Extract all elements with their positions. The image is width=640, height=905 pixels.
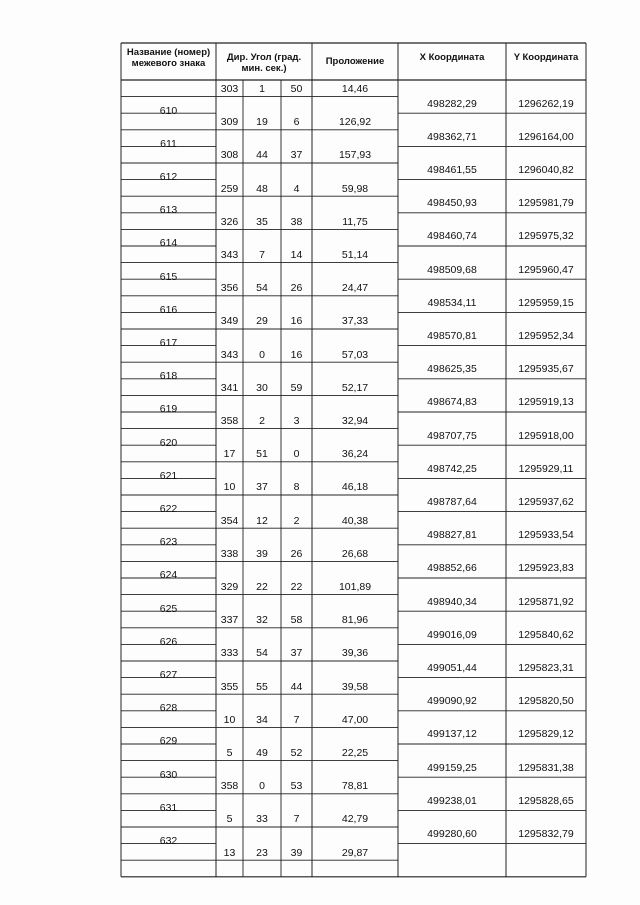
angle-seconds: 26 bbox=[290, 547, 303, 560]
distance-value: 78,81 bbox=[341, 780, 369, 793]
boundary-point-name: 629 bbox=[159, 735, 178, 748]
angle-seconds: 22 bbox=[290, 581, 303, 593]
angle-degrees: 343 bbox=[220, 249, 239, 261]
y-coordinate: 1295923,83 bbox=[518, 562, 574, 575]
x-coordinate: 499238,01 bbox=[427, 794, 477, 807]
x-coordinate: 499159,25 bbox=[427, 761, 477, 774]
angle-seconds: 58 bbox=[290, 614, 303, 627]
angle-degrees: 329 bbox=[220, 581, 239, 593]
angle-degrees: 358 bbox=[220, 415, 239, 427]
angle-degrees: 358 bbox=[220, 780, 239, 793]
angle-minutes: 0 bbox=[259, 780, 265, 793]
y-coordinate: 1295828,65 bbox=[518, 794, 574, 807]
boundary-point-name: 626 bbox=[159, 635, 178, 648]
boundary-point-name: 623 bbox=[159, 536, 178, 549]
angle-minutes: 48 bbox=[256, 182, 268, 195]
header-x: X Координата bbox=[419, 52, 485, 63]
y-coordinate: 1295831,38 bbox=[518, 761, 574, 774]
angle-degrees: 17 bbox=[223, 448, 236, 461]
boundary-point-name: 617 bbox=[159, 337, 178, 349]
angle-degrees: 354 bbox=[220, 514, 239, 527]
boundary-point-name: 618 bbox=[159, 370, 178, 383]
angle-degrees: 349 bbox=[220, 315, 239, 328]
boundary-point-name: 625 bbox=[159, 602, 178, 615]
angle-degrees: 5 bbox=[226, 813, 233, 826]
angle-minutes: 30 bbox=[256, 381, 268, 394]
boundary-point-name: 627 bbox=[159, 669, 178, 681]
distance-value: 39,58 bbox=[341, 680, 369, 693]
angle-seconds: 2 bbox=[293, 514, 300, 527]
x-coordinate: 499280,60 bbox=[427, 828, 477, 840]
angle-degrees: 259 bbox=[220, 182, 239, 195]
y-coordinate: 1295823,31 bbox=[518, 662, 574, 674]
angle-degrees: 303 bbox=[220, 83, 239, 95]
angle-seconds: 16 bbox=[290, 348, 303, 361]
x-coordinate: 498461,55 bbox=[427, 164, 477, 176]
header-angle: Дир. Угол (град. мин. сек.) bbox=[226, 52, 302, 74]
distance-value: 81,96 bbox=[341, 614, 369, 627]
distance-value: 37,33 bbox=[341, 315, 369, 328]
angle-seconds: 38 bbox=[290, 215, 303, 228]
angle-seconds: 53 bbox=[290, 780, 303, 793]
distance-value: 42,79 bbox=[341, 813, 369, 826]
angle-minutes: 54 bbox=[256, 647, 268, 660]
x-coordinate: 498787,64 bbox=[427, 496, 477, 508]
distance-value: 24,47 bbox=[341, 282, 369, 295]
x-coordinate: 498460,74 bbox=[427, 230, 477, 243]
distance-value: 51,14 bbox=[341, 249, 369, 261]
header-name: Название (номер) межевого знака bbox=[126, 47, 211, 69]
x-coordinate: 498852,66 bbox=[427, 562, 477, 575]
distance-value: 47,00 bbox=[341, 713, 369, 726]
y-coordinate: 1295937,62 bbox=[518, 496, 574, 508]
y-coordinate: 1295935,67 bbox=[518, 363, 574, 376]
x-coordinate: 498509,68 bbox=[427, 263, 477, 276]
angle-minutes: 39 bbox=[256, 547, 268, 560]
angle-minutes: 0 bbox=[259, 348, 265, 361]
y-coordinate: 1295929,11 bbox=[518, 462, 574, 475]
angle-minutes: 54 bbox=[256, 282, 268, 295]
angle-minutes: 34 bbox=[256, 713, 268, 726]
x-coordinate: 498940,34 bbox=[427, 595, 477, 608]
y-coordinate: 1295959,15 bbox=[518, 296, 574, 309]
x-coordinate: 498625,35 bbox=[427, 363, 477, 376]
angle-degrees: 333 bbox=[220, 647, 239, 660]
angle-seconds: 59 bbox=[290, 381, 303, 394]
distance-value: 46,18 bbox=[341, 481, 369, 494]
angle-seconds: 3 bbox=[293, 415, 300, 427]
distance-value: 59,98 bbox=[341, 182, 369, 195]
distance-value: 40,38 bbox=[341, 514, 369, 527]
angle-minutes: 35 bbox=[256, 215, 268, 228]
boundary-point-name: 620 bbox=[159, 436, 178, 449]
y-coordinate: 1295975,32 bbox=[518, 230, 574, 243]
angle-seconds: 52 bbox=[290, 747, 303, 759]
boundary-point-name: 614 bbox=[159, 237, 178, 250]
y-coordinate: 1296040,82 bbox=[518, 164, 574, 176]
angle-minutes: 19 bbox=[256, 116, 268, 129]
angle-seconds: 37 bbox=[290, 647, 303, 660]
angle-degrees: 308 bbox=[220, 149, 239, 162]
distance-value: 26,68 bbox=[341, 547, 369, 560]
angle-minutes: 51 bbox=[256, 448, 268, 461]
distance-value: 36,24 bbox=[341, 448, 369, 461]
angle-degrees: 309 bbox=[220, 116, 239, 129]
angle-minutes: 23 bbox=[256, 846, 268, 859]
y-coordinate: 1295952,34 bbox=[518, 330, 574, 342]
distance-value: 52,17 bbox=[341, 381, 369, 394]
y-coordinate: 1295840,62 bbox=[518, 628, 574, 641]
distance-value: 126,92 bbox=[338, 116, 372, 129]
angle-minutes: 33 bbox=[256, 813, 268, 826]
boundary-point-name: 621 bbox=[159, 469, 178, 482]
distance-value: 29,87 bbox=[341, 846, 369, 859]
angle-degrees: 355 bbox=[220, 680, 239, 693]
distance-value: 32,94 bbox=[341, 415, 369, 427]
angle-minutes: 55 bbox=[256, 680, 268, 693]
angle-seconds: 7 bbox=[293, 713, 300, 726]
angle-degrees: 326 bbox=[220, 215, 239, 228]
angle-degrees: 338 bbox=[220, 547, 239, 560]
x-coordinate: 499090,92 bbox=[427, 695, 477, 708]
y-coordinate: 1295981,79 bbox=[518, 197, 574, 210]
x-coordinate: 498570,81 bbox=[427, 330, 477, 342]
angle-degrees: 343 bbox=[220, 348, 239, 361]
boundary-point-name: 619 bbox=[159, 403, 178, 416]
angle-minutes: 7 bbox=[259, 249, 265, 261]
x-coordinate: 498362,71 bbox=[427, 130, 477, 143]
y-coordinate: 1295820,50 bbox=[518, 695, 574, 708]
angle-degrees: 10 bbox=[223, 713, 236, 726]
x-coordinate: 499016,09 bbox=[427, 628, 477, 641]
x-coordinate: 498742,25 bbox=[427, 462, 477, 475]
boundary-point-name: 632 bbox=[159, 835, 178, 847]
angle-degrees: 356 bbox=[220, 282, 239, 295]
angle-seconds: 39 bbox=[290, 846, 303, 859]
x-coordinate: 498827,81 bbox=[427, 529, 477, 542]
x-coordinate: 499051,44 bbox=[427, 662, 477, 674]
angle-minutes: 22 bbox=[256, 581, 268, 593]
angle-minutes: 49 bbox=[256, 747, 268, 759]
y-coordinate: 1296262,19 bbox=[518, 97, 574, 110]
angle-seconds: 26 bbox=[290, 282, 303, 295]
angle-degrees: 337 bbox=[220, 614, 239, 627]
boundary-point-name: 616 bbox=[159, 303, 178, 316]
angle-seconds: 14 bbox=[290, 249, 303, 261]
angle-seconds: 16 bbox=[290, 315, 303, 328]
angle-seconds: 44 bbox=[290, 680, 303, 693]
x-coordinate: 498450,93 bbox=[427, 197, 477, 210]
distance-value: 57,03 bbox=[341, 348, 369, 361]
boundary-point-name: 613 bbox=[159, 204, 178, 217]
angle-minutes: 32 bbox=[256, 614, 268, 627]
angle-degrees: 341 bbox=[220, 381, 239, 394]
distance-value: 157,93 bbox=[338, 149, 372, 162]
y-coordinate: 1295832,79 bbox=[518, 828, 574, 840]
boundary-point-name: 610 bbox=[159, 104, 178, 117]
angle-minutes: 12 bbox=[256, 514, 268, 527]
angle-minutes: 29 bbox=[256, 315, 268, 328]
angle-degrees: 5 bbox=[226, 747, 233, 759]
distance-value: 101,89 bbox=[338, 581, 372, 593]
distance-value: 22,25 bbox=[341, 747, 369, 759]
distance-value: 14,46 bbox=[341, 83, 369, 95]
boundary-point-name: 615 bbox=[159, 270, 178, 283]
boundary-point-name: 630 bbox=[159, 768, 178, 781]
angle-minutes: 1 bbox=[259, 83, 265, 95]
boundary-point-name: 628 bbox=[159, 702, 178, 715]
angle-seconds: 7 bbox=[293, 813, 300, 826]
x-coordinate: 498674,83 bbox=[427, 396, 477, 409]
header-y: Y Координата bbox=[513, 52, 579, 63]
angle-minutes: 2 bbox=[259, 415, 265, 427]
y-coordinate: 1295919,13 bbox=[518, 396, 574, 409]
header-distance: Проложение bbox=[325, 56, 385, 67]
angle-seconds: 0 bbox=[293, 448, 300, 461]
x-coordinate: 499137,12 bbox=[427, 728, 477, 741]
x-coordinate: 498534,11 bbox=[427, 296, 477, 309]
x-coordinate: 498282,29 bbox=[427, 97, 477, 110]
y-coordinate: 1295871,92 bbox=[518, 595, 574, 608]
angle-seconds: 4 bbox=[293, 182, 300, 195]
angle-seconds: 6 bbox=[293, 116, 300, 129]
y-coordinate: 1295933,54 bbox=[518, 529, 574, 542]
boundary-point-name: 631 bbox=[159, 801, 178, 814]
distance-value: 39,36 bbox=[341, 647, 369, 660]
x-coordinate: 498707,75 bbox=[427, 429, 477, 442]
angle-degrees: 13 bbox=[223, 846, 236, 859]
boundary-point-name: 611 bbox=[160, 137, 177, 150]
angle-seconds: 8 bbox=[293, 481, 300, 494]
boundary-point-name: 612 bbox=[159, 171, 178, 183]
y-coordinate: 1295918,00 bbox=[518, 429, 574, 442]
boundary-point-name: 624 bbox=[159, 569, 178, 582]
y-coordinate: 1295829,12 bbox=[518, 728, 574, 741]
angle-minutes: 37 bbox=[256, 481, 268, 494]
angle-seconds: 37 bbox=[290, 149, 303, 162]
distance-value: 11,75 bbox=[342, 215, 368, 228]
y-coordinate: 1295960,47 bbox=[518, 263, 574, 276]
boundary-point-name: 622 bbox=[159, 503, 178, 515]
angle-seconds: 50 bbox=[290, 83, 303, 95]
angle-minutes: 44 bbox=[256, 149, 268, 162]
y-coordinate: 1296164,00 bbox=[518, 130, 574, 143]
angle-degrees: 10 bbox=[223, 481, 236, 494]
